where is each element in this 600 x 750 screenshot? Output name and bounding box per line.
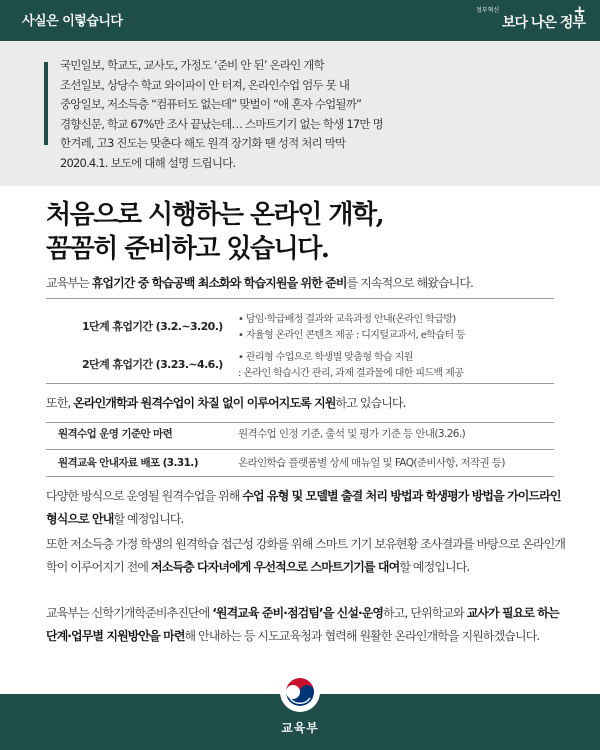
press-headlines-box bbox=[0, 41, 600, 186]
closing-text-end: 해 안내하는 등 시도교육청과 협력해 원활한 온라인개학을 지원하겠습니다. bbox=[184, 629, 540, 643]
device-rental-text-end: 할 예정입니다. bbox=[399, 560, 470, 574]
stage-item: • 관리형 수업으로 학생별 맞춤형 학습 지원 bbox=[238, 352, 413, 363]
gov-logo-plus: + bbox=[573, 2, 586, 20]
headline-item: 중앙일보, 저소득층 “컴퓨터도 없는데” 맞벌이 “애 혼자 수업될까” bbox=[60, 97, 362, 111]
headline-accent-bar bbox=[44, 62, 48, 145]
stage-item: : 온라인 학습시간 관리, 과제 결과물에 대한 피드백 제공 bbox=[238, 367, 464, 379]
headline-list bbox=[60, 56, 383, 173]
table-bottom-rule bbox=[46, 383, 554, 384]
headline-item: 한겨레, 고3 진도는 맞춘다 해도 원격 장기화 땐 성적 처리 막막 bbox=[60, 136, 346, 150]
row-label: 원격수업 운영 기준안 마련 bbox=[58, 428, 173, 440]
headline-item: 경향신문, 학교 67%만 조사 끝났는데… 스마트기기 없는 학생 17만 명 bbox=[60, 116, 383, 131]
table-top-rule bbox=[46, 298, 554, 299]
stage-item: • 담임·학급배정 결과와 교육과정 안내(온라인 학급방) bbox=[238, 314, 456, 325]
table-row bbox=[46, 420, 554, 446]
ministry-name: 교육부 bbox=[281, 721, 319, 735]
row-value: 원격수업 인정 기준, 출석 및 평가 기준 등 안내(3.26.) bbox=[238, 428, 466, 440]
closing-text-mid: 하고, 단위학교와 bbox=[383, 606, 467, 620]
stage-label: 1단계 휴업기간 (3.2.~3.20.) bbox=[82, 320, 223, 333]
stage-items bbox=[238, 312, 465, 343]
gov-logo-main-text: 보다 나은 정부 bbox=[502, 15, 585, 31]
gov-logo-small-text: 정부혁신 bbox=[476, 7, 500, 14]
main-title bbox=[46, 198, 383, 266]
closing-paragraph bbox=[46, 602, 566, 648]
table-row bbox=[46, 449, 554, 475]
stage-label: 2단계 휴업기간 (3.23.~4.6.) bbox=[82, 358, 223, 371]
closing-bold: ‘원격교육 준비·점검팀’을 신설·운영 bbox=[212, 606, 384, 620]
government-innovation-logo bbox=[476, 2, 586, 37]
taegeuk-emblem-icon bbox=[280, 672, 320, 712]
stage-item: • 자율형 온라인 콘텐츠 제공 : 디지털교과서, e학습터 등 bbox=[238, 329, 466, 341]
row-label: 원격교육 안내자료 배포 (3.31.) bbox=[58, 457, 198, 469]
intro-bold: 휴업기간 중 학습공백 최소화와 학습지원을 위한 준비 bbox=[91, 276, 347, 290]
guideline-text-end: 할 예정입니다. bbox=[113, 512, 184, 526]
support-paragraph bbox=[46, 392, 406, 415]
guideline-text: 다양한 방식으로 운영될 원격수업을 위해 bbox=[46, 489, 243, 503]
guideline-bold: 수업 유형 및 모델별 출결 처리 방법과 학생평가 방법을 가이드라인 형식으로 안내 bbox=[46, 489, 561, 526]
table-rule bbox=[46, 449, 554, 450]
support-text-end: 하고 있습니다. bbox=[335, 396, 406, 410]
intro-text-end: 를 지속적으로 해왔습니다. bbox=[346, 276, 473, 290]
guideline-paragraph bbox=[46, 485, 566, 531]
stage-items bbox=[238, 350, 463, 381]
table-rule bbox=[46, 476, 554, 477]
support-bold: 온라인개학과 원격수업이 차질 없이 이루어지도록 지원 bbox=[73, 396, 336, 410]
top-bar bbox=[0, 0, 600, 41]
page-header-title: 사실은 이렇습니다 bbox=[22, 14, 123, 29]
closing-text: 교육부는 신학기개학준비추진단에 bbox=[46, 606, 213, 620]
table-rule bbox=[46, 422, 554, 423]
intro-text: 교육부는 bbox=[46, 276, 92, 290]
closing-bold: 교사가 필요로 하는 단계·업무별 지원방안을 마련 bbox=[46, 606, 559, 643]
intro-paragraph bbox=[46, 272, 473, 295]
headline-item: 2020.4.1. 보도에 대해 설명 드립니다. bbox=[60, 155, 236, 170]
headline-item: 국민일보, 학교도, 교사도, 가정도 ‘준비 안 된’ 온라인 개학 bbox=[60, 58, 324, 72]
row-value: 온라인학습 플랫폼별 상세 매뉴얼 및 FAQ(준비사항, 저작권 등) bbox=[238, 457, 505, 469]
headline-item: 조선일보, 상당수 학교 와이파이 안 터져, 온라인수업 엄두 못 내 bbox=[60, 77, 350, 92]
main-title-line: 처음으로 시행하는 온라인 개학, bbox=[46, 200, 384, 230]
main-title-line: 꼼꼼히 준비하고 있습니다. bbox=[46, 234, 329, 264]
device-rental-paragraph bbox=[46, 533, 566, 579]
device-rental-text: 또한 저소득층 가정 학생의 원격학습 접근성 강화를 위해 스마트 기기 보유현황 조사결과를 바탕으로 온라인개학이 이루어지기 전에 bbox=[46, 537, 566, 574]
device-rental-bold: 저소득층 다자녀에게 우선적으로 스마트기기를 대여 bbox=[150, 560, 400, 574]
support-text: 또한, bbox=[46, 396, 74, 410]
